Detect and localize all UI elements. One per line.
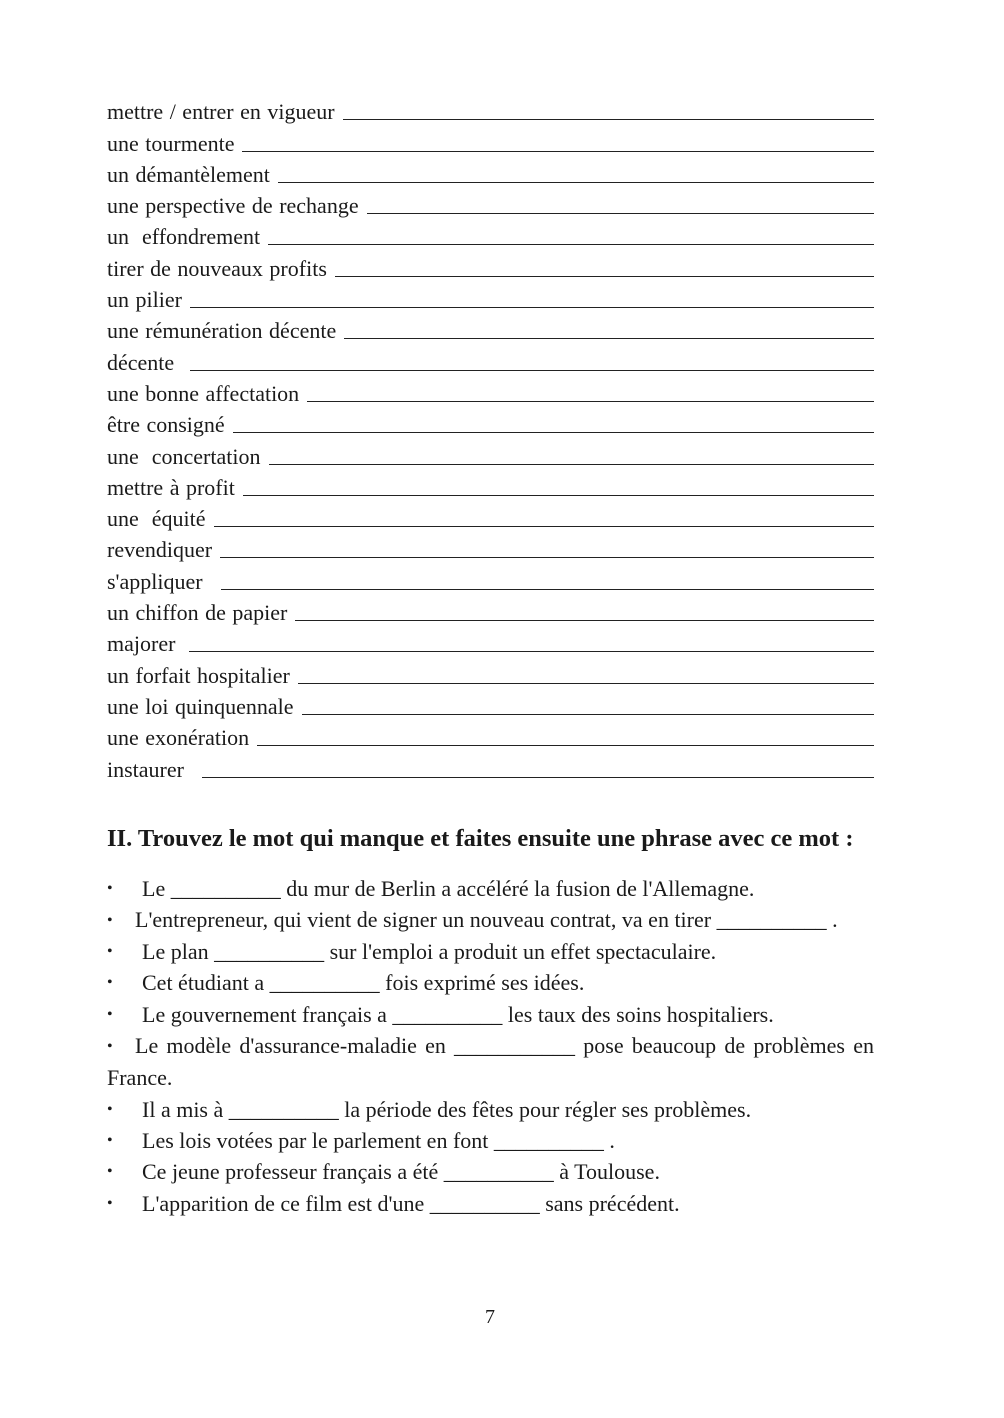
vocab-row: [107, 563, 874, 594]
exercise-item: [107, 1030, 874, 1094]
exercise-item: [107, 1156, 874, 1187]
answer-line: [302, 713, 874, 715]
bullet-icon: •: [107, 1038, 113, 1056]
vocab-row: [107, 313, 874, 344]
vocab-term: être consigné: [107, 412, 225, 438]
vocab-term: majorer: [107, 631, 176, 657]
vocab-row: [107, 407, 874, 438]
vocab-row: [107, 125, 874, 156]
exercise-item: [107, 1094, 874, 1125]
vocab-term: une exonération: [107, 725, 250, 751]
exercise-sentence: L'apparition de ce film est d'une __________ sans précédent.: [142, 1190, 680, 1216]
answer-line: [335, 275, 874, 277]
exercise-list: [107, 873, 874, 1219]
vocab-term: une loi quinquennale: [107, 693, 294, 719]
exercise-sentence: Le plan __________ sur l'emploi a produit un effet spectaculaire.: [142, 939, 717, 965]
exercise-item: [107, 1125, 874, 1156]
bullet-icon: •: [107, 974, 113, 992]
bullet-icon: •: [107, 879, 113, 897]
exercise-sentence: Le gouvernement français a __________ les taux des soins hospitaliers.: [142, 1001, 774, 1027]
vocab-term: instaurer: [107, 756, 184, 782]
answer-line: [295, 619, 874, 621]
bullet-icon: •: [107, 1100, 113, 1118]
exercise-item: [107, 873, 874, 904]
answer-line: [189, 650, 874, 652]
vocab-term: une perspective de rechange: [107, 193, 359, 219]
vocab-term: un démantèlement: [107, 161, 270, 187]
vocab-row: [107, 250, 874, 281]
exercise-item: [107, 967, 874, 998]
bullet-icon: •: [107, 1005, 113, 1023]
vocab-row: [107, 94, 874, 125]
vocab-term: une concertation: [107, 443, 261, 469]
vocab-row: [107, 282, 874, 313]
vocab-row: [107, 657, 874, 688]
vocab-term: un pilier: [107, 287, 182, 313]
vocab-term: un forfait hospitalier: [107, 662, 290, 688]
exercise-sentence: Le modèle d'assurance-maladie en ___________ pose beaucoup de problèmes en France.: [107, 1033, 874, 1091]
answer-line: [298, 682, 874, 684]
vocabulary-list: [107, 94, 874, 783]
vocab-term: mettre à profit: [107, 474, 235, 500]
vocab-row: [107, 438, 874, 469]
answer-line: [190, 306, 874, 308]
exercise-sentence: Le __________ du mur de Berlin a accéléré la fusion de l'Allemagne.: [142, 875, 755, 901]
exercise-item: [107, 999, 874, 1030]
exercise-sentence: Cet étudiant a __________ fois exprimé ses idées.: [142, 970, 585, 996]
page-number: 7: [485, 1306, 495, 1328]
answer-line: [233, 431, 874, 433]
vocab-term: un effondrement: [107, 224, 261, 250]
exercise-sentence: Ce jeune professeur français a été __________ à Toulouse.: [142, 1159, 660, 1185]
bullet-icon: •: [107, 943, 113, 961]
exercise-item: [107, 936, 874, 967]
answer-line: [202, 776, 874, 778]
vocab-term: décente: [107, 349, 175, 375]
document-page: [107, 94, 874, 1219]
vocab-row: [107, 532, 874, 563]
answer-line: [367, 212, 874, 214]
vocab-row: [107, 595, 874, 626]
answer-line: [343, 118, 874, 120]
answer-line: [268, 243, 874, 245]
answer-line: [344, 337, 874, 339]
exercise-item: [107, 1188, 874, 1219]
vocab-row: [107, 188, 874, 219]
vocab-row: [107, 470, 874, 501]
vocab-row: [107, 501, 874, 532]
answer-line: [221, 588, 874, 590]
vocab-row: [107, 344, 874, 375]
answer-line: [307, 400, 874, 402]
vocab-term: une bonne affectation: [107, 380, 300, 406]
vocab-term: revendiquer: [107, 537, 213, 563]
answer-line: [243, 494, 874, 496]
vocab-term: tirer de nouveaux profits: [107, 255, 327, 281]
vocab-row: [107, 219, 874, 250]
vocab-row: [107, 376, 874, 407]
answer-line: [269, 463, 875, 465]
exercise-sentence: L'entrepreneur, qui vient de signer un nouveau contrat, va en tirer __________ .: [135, 906, 838, 932]
vocab-term: une tourmente: [107, 130, 235, 156]
section-heading: II. Trouvez le mot qui manque et faites ensuite une phrase avec ce mot :: [107, 824, 854, 852]
bullet-icon: •: [107, 1163, 113, 1181]
vocab-row: [107, 720, 874, 751]
answer-line: [278, 181, 874, 183]
vocab-row: [107, 626, 874, 657]
answer-line: [257, 744, 874, 746]
bullet-icon: •: [107, 1194, 113, 1212]
vocab-row: [107, 689, 874, 720]
vocab-term: s'appliquer: [107, 568, 203, 594]
vocab-term: mettre / entrer en vigueur: [107, 99, 335, 125]
vocab-term: une équité: [107, 506, 206, 532]
vocab-term: un chiffon de papier: [107, 600, 288, 626]
bullet-icon: •: [107, 911, 113, 929]
exercise-item: [107, 904, 874, 936]
answer-line: [214, 525, 874, 527]
vocab-row: [107, 157, 874, 188]
vocab-row: [107, 751, 874, 782]
answer-line: [220, 556, 874, 558]
bullet-icon: •: [107, 1131, 113, 1149]
exercise-sentence: Les lois votées par le parlement en font __________ .: [142, 1127, 615, 1153]
vocab-term: une rémunération décente: [107, 318, 337, 344]
exercise-sentence: Il a mis à __________ la période des fêtes pour régler ses problèmes.: [142, 1096, 752, 1122]
answer-line: [242, 150, 874, 152]
answer-line: [190, 369, 874, 371]
